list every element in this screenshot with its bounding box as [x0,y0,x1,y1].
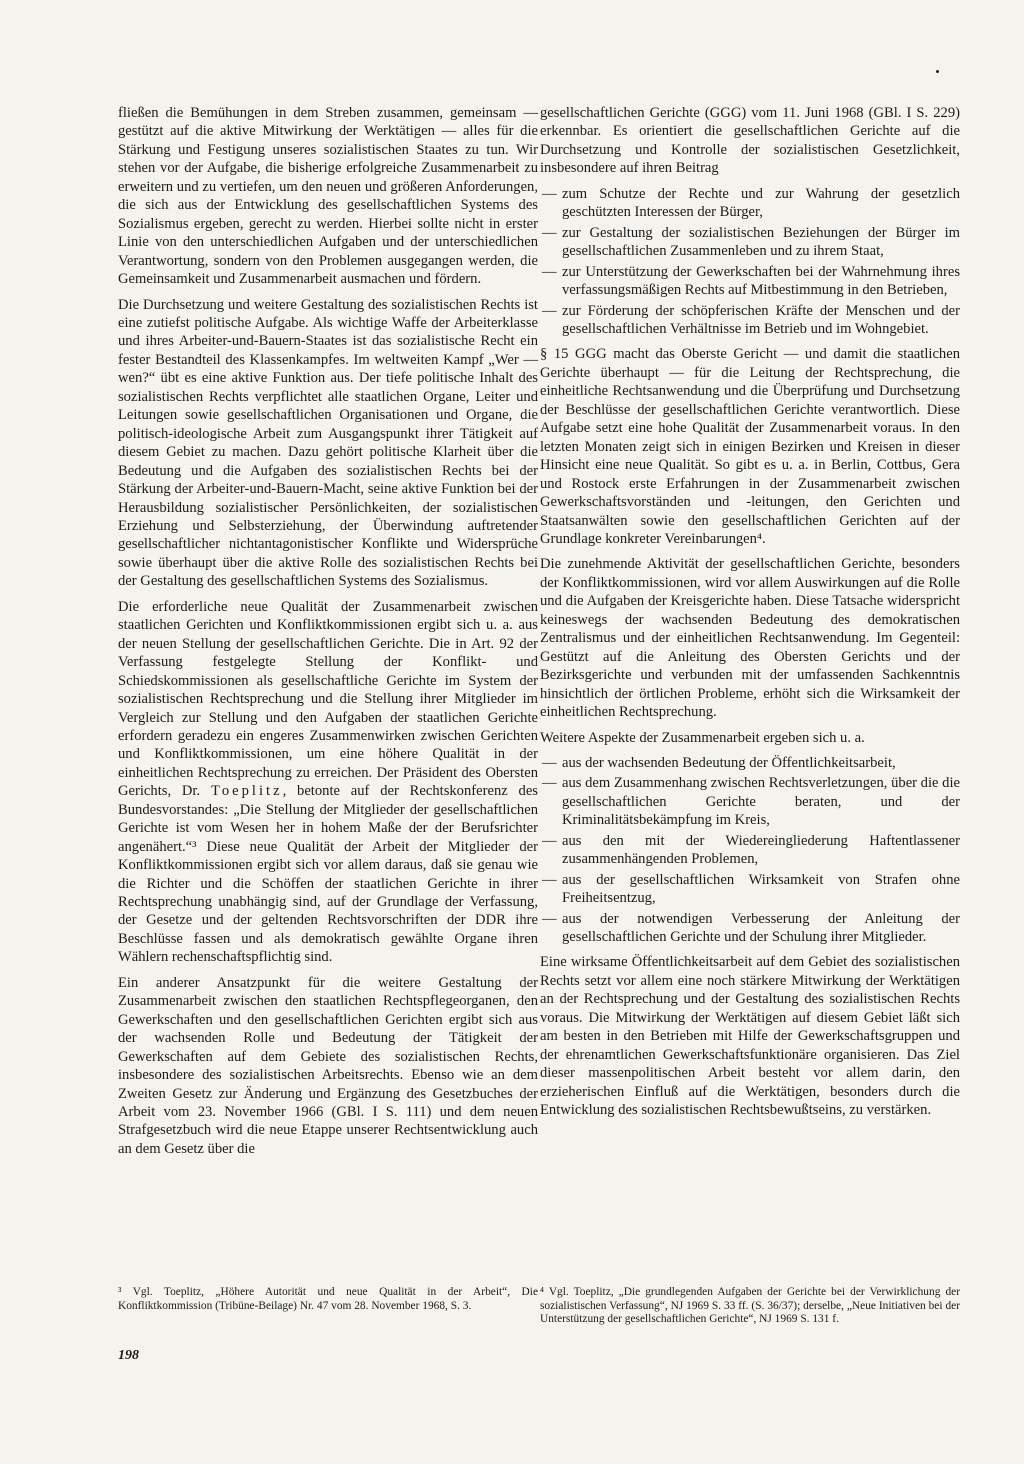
paragraph: Die Durchsetzung und weitere Gestaltung des sozialistischen Rechts ist eine zutiefst politische Aufgabe. Als wichtige Waffe der Arbeiterklasse und ihres Arbeiter-und-Bauern-Staates ist das sozialistische Recht ein fester Bestandteil des Klassenkampfes. Im weltweiten Kampf „Wer — wen?“ übt es eine aktive Funktion aus. Der tiefe politische Inhalt des sozialistischen Rechts verpflichtet alle staatlichen Organe, Leiter und Leitungen sowie gesellschaftlichen Organisationen und Organe, die politisch-ideologische Arbeit zum Ausgangspunkt ihrer Tätigkeit auf diesem Gebiet zu machen. Dazu gehört politische Klarheit über die Bedeutung und die Aufgaben des sozialistischen Rechts bei der Stärkung der Arbeiter-und-Bauern-Macht, seine aktive Funktion bei der Herausbildung sozialistischer Persönlichkeiten, der sozialistischen Erziehung und Selbsterziehung, der Überwindung auftretender gesellschaftlicher nichtantagonistischer Konflikte und Widersprüche sowie überhaupt über die aktive Rolle des sozialistischen Rechts bei der Gestaltung des gesellschaftlichen Systems des Sozialismus. [118,296,538,590]
list-item [540,263,960,300]
list-item [540,910,960,947]
paragraph [118,598,538,967]
list-item-text: zur Unterstützung der Gewerkschaften bei der Wahrnehmung ihres verfassungsmäßigen Rechts auf Mitbestimmung in den Betrieben, [562,263,960,299]
paragraph: § 15 GGG macht das Oberste Gericht — und damit die staatlichen Gerichte überhaupt — für die Leitung der Rechtsprechung, die einheitliche Rechtsanwendung und die Überprüfung und Durchsetzung der Beschlüsse der gesellschaftlichen Gerichte verantwortlich. Diese Aufgabe setzt eine hohe Qualität der Zusammenarbeit voraus. In den letzten Monaten zeigt sich in einigen Bezirken und Kreisen in dieser Hinsicht eine neue Qualität. So gibt es u. a. in Berlin, Cottbus, Gera und Rostock erste Erfahrungen in der Zusammenarbeit zwischen Gewerkschaftsvorständen und -leitungen, den Gerichten und Staatsanwälten sowie den gesellschaftlichen Gerichten auf der Grundlage konkreter Vereinbarungen⁴. [540,346,960,547]
right-column [540,104,960,1127]
scan-dot [936,70,939,73]
dash-marker: — [542,224,557,241]
list-item [540,832,960,869]
page-number: 198 [118,1348,139,1363]
list-item-text: zum Schutze der Rechte und zur Wahrung der gesetzlich geschützten Interessen der Bürger, [562,185,960,221]
list-item [540,185,960,222]
list-item-text: zur Förderung der schöpferischen Kräfte der Menschen und der gesellschaftlichen Verhältnisse im Betrieb und im Wohngebiet. [562,302,960,337]
person-name: Toeplitz [210,783,283,800]
paragraph: Eine wirksame Öffentlichkeitsarbeit auf dem Gebiet des sozialistischen Rechts setzt vor allem eine noch stärkere Mitwirkung der Werktätigen an der Rechtsprechung und der Gestaltung des sozialistischen Rechts voraus. Die Mitwirkung der Werktätigen auf diesem Gebiet läßt sich am besten in den Betrieben mit Hilfe der Gewerkschaftsgruppen und der ehrenamtlichen Gewerkschaftsfunktionäre organisieren. Das Ziel dieser massenpolitischen Arbeit besteht vor allem darin, den erzieherischen Einfluß auf die Werktätigen, besonders durch die Entwicklung des sozialistischen Rechtsbewußtseins, zu verstärken. [540,954,960,1119]
list-item-text: zur Gestaltung der sozialistischen Beziehungen der Bürger im gesellschaftlichen Zusammenleben und zu ihrem Staat, [562,224,960,260]
list-item-text: aus den mit der Wiedereingliederung Haftentlassener zusammenhängenden Problemen, [562,832,960,868]
list-item-text: aus der gesellschaftlichen Wirksamkeit von Strafen ohne Freiheitsentzug, [562,871,960,907]
dash-marker: — [542,910,557,927]
left-column [118,104,538,1165]
footnote-3: ³ Vgl. Toeplitz, „Höhere Autorität und neue Qualität in der Arbeit“, Die Konfliktkommission (Tribüne-Beilage) Nr. 47 vom 28. November 1968, S. 3. [118,1286,538,1312]
paragraph: Die zunehmende Aktivität der gesellschaftlichen Gerichte, besonders der Konfliktkommissionen, wird vor allem Auswirkungen auf die Rolle und die Aufgaben der Kreisgerichte haben. Diese Tatsache widerspricht keineswegs der wachsenden Bedeutung des demokratischen Zentralismus und der einheitlichen Rechtsanwendung. Im Gegenteil: Gestützt auf die Anleitung des Obersten Gerichts und der Bezirksgerichte und verbunden mit der umfassenden Sachkenntnis hinsichtlich der örtlichen Probleme, erhöht sich die Wirksamkeit der einheitlichen Rechtsprechung. [540,556,960,721]
dash-marker: — [542,754,557,771]
list-item [540,871,960,908]
dash-list [540,185,960,339]
dash-marker: — [542,775,557,792]
paragraph: gesellschaftlichen Gerichte (GGG) vom 11. Juni 1968 (GBl. I S. 229) erkennbar. Es orientiert die gesellschaftlichen Gerichte auf die Durchsetzung und Kontrolle der sozialistischen Gesetzlichkeit, insbesondere auf ihren Beitrag [540,105,960,177]
paragraph: Ein anderer Ansatzpunkt für die weitere Gestaltung der Zusammenarbeit zwischen den staatlichen Rechtspflegeorganen, den Gewerkschaften und den gesellschaftlichen Gerichten ergibt sich aus der wachsenden Rolle und Bedeutung der Tätigkeit der Gewerkschaften auf dem Gebiete des sozialistischen Rechts, insbesondere des sozialistischen Arbeitsrechts. Ebenso wie an dem Zweiten Gesetz zur Änderung und Ergänzung des Gesetzbuches der Arbeit vom 23. November 1966 (GBl. I S. 111) und dem neuen Strafgesetzbuch wird die neue Etappe unserer Rechtsentwicklung auch an dem Gesetz über die [118,974,538,1157]
list-item [540,754,960,772]
list-item [540,774,960,829]
list-item [540,224,960,261]
footnote-4: ⁴ Vgl. Toeplitz, „Die grundlegenden Aufgaben der Gerichte bei der Verwirklichung der sozialistischen Verfassung“, NJ 1969 S. 33 ff. (S. 36/37); derselbe, „Neue Initiativen bei der Unterstützung der gesellschaftlichen Gerichte“, NJ 1969 S. 131 f. [540,1286,960,1326]
dash-marker: — [542,832,557,849]
paragraph: Weitere Aspekte der Zusammenarbeit ergeben sich u. a. [540,729,865,746]
paragraph-text: Die erforderliche neue Qualität der Zusammenarbeit zwischen staatlichen Gerichten und Konfliktkommissionen ergibt sich u. a. aus der neuen Stellung der gesellschaftlichen Gerichte. Die in Art. 92 der Verfassung festgelegte Stellung der Konflikt- und Schiedskommissionen als gesellschaftliche Gerichte im System der sozialistischen Rechtsprechung und die Stellung ihrer Mitglieder im Vergleich zur Stellung und den Aufgaben der staatlichen Gerichte erfordern geradezu ein engeres Zusammenwirken zwischen Gerichten und Konfliktkommissionen, um eine höhere Qualität in der einheitlichen Rechtsprechung zu erreichen. Der Präsident des Obersten Gerichts, Dr. [118,598,538,800]
list-item [540,302,960,339]
dash-marker: — [542,302,557,319]
paragraph: fließen die Bemühungen in dem Streben zusammen, gemeinsam — gestützt auf die aktive Mitwirkung der Werktätigen — alles für die Stärkung und Festigung unseres sozialistischen Staates zu tun. Wir stehen vor der Aufgabe, die bisherige erfolgreiche Zusammenarbeit zu erweitern und zu vertiefen, um den neuen und größeren Anforderungen, die sich aus der Entwicklung des gesellschaftlichen Systems des Sozialismus ergeben, gerecht zu werden. Hierbei sollte nicht in erster Linie von den unterschiedlichen Aufgaben und der unterschiedlichen Verantwortung, sondern von den Problemen ausgegangen werden, die Gemeinsamkeit und Zusammenarbeit ausmachen und fördern. [118,105,538,288]
dash-marker: — [542,185,557,202]
dash-list [540,754,960,947]
list-item-text: aus der wachsenden Bedeutung der Öffentlichkeitsarbeit, [562,754,896,771]
list-item-text: aus der notwendigen Verbesserung der Anleitung der gesellschaftlichen Gerichte und der Schulung ihrer Mitglieder. [562,910,960,946]
paragraph-text: , betonte auf der Rechtskonferenz des Bundesvorstandes: „Die Stellung der Mitglieder der gesellschaftlichen Gerichte ist vom Wesen her in hohem Maße der der Berufsrichter angenähert.“³ Diese neue Qualität der Arbeit der Mitglieder der Konfliktkommissionen ergibt sich vor allem daraus, daß sie genau wie die Richter und die Schöffen der staatlichen Gerichte in ihrer Rechtsprechung unabhängig sind, auf der Grundlage der Verfassung, der Gesetze und der geltenden Rechtsvorschriften der DDR ihre Beschlüsse fassen und als demokratisch gewählte Organe ihren Wählern rechenschaftspflichtig sind. [118,783,538,966]
list-item-text: aus dem Zusammenhang zwischen Rechtsverletzungen, über die die gesellschaftlichen Gerichte beraten, und der Kriminalitätsbekämpfung im Kreis, [562,775,960,829]
dash-marker: — [542,871,557,888]
dash-marker: — [542,263,557,280]
